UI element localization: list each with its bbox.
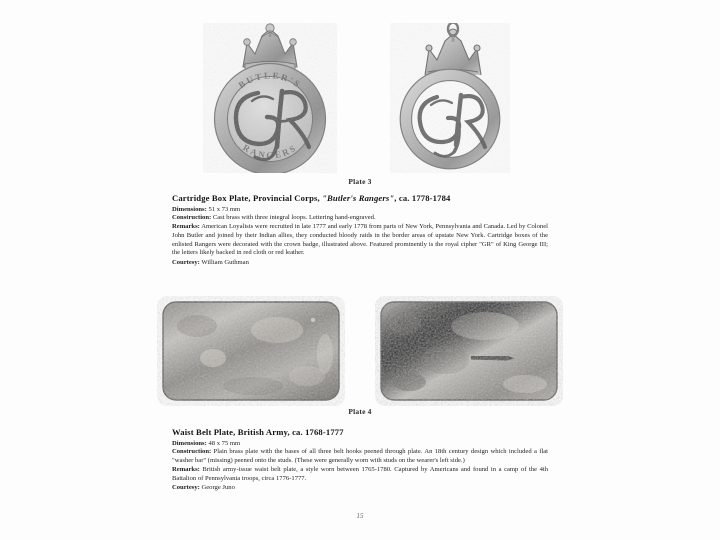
svg-text:RANGERS: RANGERS <box>241 142 299 161</box>
dimensions-label-2: Dimensions: <box>172 439 207 447</box>
dimensions-label-1: Dimensions: <box>172 205 207 213</box>
figure-plate-4 <box>0 288 720 406</box>
courtesy-value-2: George Juno <box>199 484 235 492</box>
waist-belt-plate-front <box>157 296 345 406</box>
entry-remarks-1 <box>172 223 548 259</box>
catalog-entry-waist-belt-plate <box>172 427 548 492</box>
entry-courtesy-2 <box>172 483 548 492</box>
remarks-label-1: Remarks: <box>172 222 200 230</box>
catalog-entry-cartridge-box-plate <box>172 193 548 267</box>
entry-construction-1 <box>172 214 548 223</box>
butlers-rangers-badge-front <box>195 23 345 173</box>
entry-title-2 <box>172 427 548 438</box>
dimensions-value-2: 48 x 75 mm <box>206 439 241 447</box>
plate-label-4: Plate 4 <box>348 407 372 416</box>
butlers-rangers-badge-reverse <box>375 23 525 173</box>
dimensions-value-1: 51 x 73 mm <box>206 205 241 213</box>
entry-title-italic-1: "Butler's Rangers" <box>322 193 395 203</box>
figure-plate-3 <box>0 18 720 173</box>
entry-dimensions-1 <box>172 205 548 214</box>
courtesy-value-1: William Guthman <box>199 259 249 267</box>
construction-value-2: Plain brass plate with the bases of all three belt hooks peened through plate. An 18th century design which included a flat "washer bar" (missing) peened onto the studs. (These were generally worn with studs on the wearer's left side.) <box>172 447 548 464</box>
entry-construction-2 <box>172 448 548 466</box>
page-number: 15 <box>356 512 364 520</box>
remarks-value-2: British army-issue waist belt plate, a style worn between 1765-1780. Captured by Americans and found in a camp of the 4th Battalion of Pennsylvania troops, circa 1776-1777. <box>172 465 548 482</box>
entry-title-main-2: Waist Belt Plate, British Army, ca. 1768-1777 <box>172 427 344 437</box>
entry-remarks-2 <box>172 466 548 484</box>
entry-courtesy-1 <box>172 258 548 267</box>
entry-dimensions-2 <box>172 439 548 448</box>
svg-text:BUTLER'S: BUTLER'S <box>236 70 304 91</box>
plate-label-3: Plate 3 <box>348 177 372 186</box>
courtesy-label-2: Courtesy: <box>172 484 200 492</box>
waist-belt-plate-reverse <box>375 296 563 406</box>
entry-title-tail-1: , ca. 1778-1784 <box>394 193 451 203</box>
remarks-value-1: American Loyalists were recruited in late 1777 and early 1778 from parts of New York, Pennsylvania and Canada. Led by Colonel John Butler and joined by their Indian allies, they conducted bloody raids in the border areas of upstate New York. Cartridge boxes of the enlisted Rangers were decorated with the crown badge, illustrated above. Featured prominently is the royal cipher "GR" of King George III; the letters likely backed in red cloth or red leather. <box>172 222 548 257</box>
construction-label-1: Construction: <box>172 213 212 221</box>
construction-value-1: Cast brass with three integral loops. Lettering hand-engraved. <box>211 213 376 221</box>
remarks-label-2: Remarks: <box>172 465 200 473</box>
construction-label-2: Construction: <box>172 447 212 455</box>
courtesy-label-1: Courtesy: <box>172 259 200 267</box>
entry-title-1 <box>172 193 548 204</box>
entry-title-main-1: Cartridge Box Plate, Provincial Corps, <box>172 193 323 203</box>
